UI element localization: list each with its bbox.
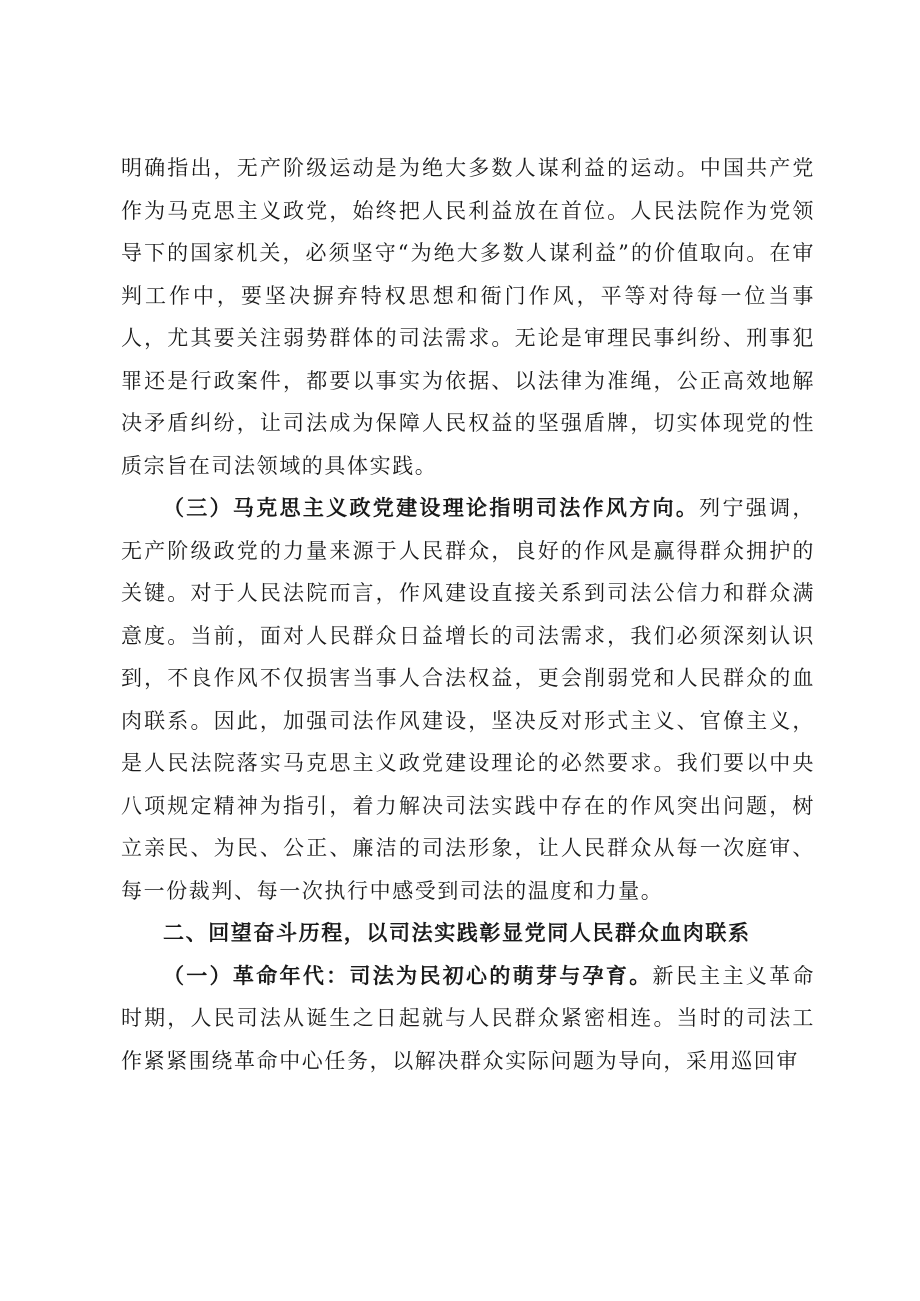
paragraph-text: 新民主主义革命时期，人民司法从诞生之日起就与人民群众紧密相连。当时的司法工作紧紧围绕革命中心任务，以解决群众实际问题为导向，采用巡回审 bbox=[121, 963, 815, 1073]
paragraph-text: 列宁强调，无产阶级政党的力量来源于人民群众，良好的作风是赢得群众拥护的关键。对于人民法院而言，作风建设直接关系到司法公信力和群众满意度。当前，面对人民群众日益增长的司法需求，我们必须深刻认识到，不良作风不仅损害当事人合法权益，更会削弱党和人民群众的血肉联系。因此，加强司法作风建设，坚决反对形式主义、官僚主义，是人民法院落实马克思主义政党建设理论的必然要求。我们要以中央八项规定精神为指引，着力解决司法实践中存在的作风突出问题，树立亲民、为民、公正、廉洁的司法形象，让人民群众从每一次庭审、每一份裁判、每一次执行中感受到司法的温度和力量。 bbox=[121, 496, 815, 903]
paragraph-lead-heading: （一）革命年代：司法为民初心的萌芽与孕育。 bbox=[163, 962, 653, 988]
paragraph-lead-heading: （三）马克思主义政党建设理论指明司法作风方向。 bbox=[163, 495, 700, 520]
document-body bbox=[121, 147, 815, 1082]
paragraph-text: 明确指出，无产阶级运动是为绝大多数人谋利益的运动。中国共产党作为马克思主义政党，始终把人民利益放在首位。人民法院作为党领导下的国家机关，必须坚守“为绝大多数人谋利益”的价值取向。在审判工作中，要坚决摒弃特权思想和衙门作风，平等对待每一位当事人，尤其要关注弱势群体的司法需求。无论是审理民事纠纷、刑事犯罪还是行政案件，都要以事实为依据、以法律为准绳，公正高效地解决矛盾纠纷，让司法成为保障人民权益的坚强盾牌，切实体现党的性质宗旨在司法领域的具体实践。 bbox=[121, 156, 815, 478]
section-heading bbox=[121, 912, 815, 955]
paragraph-subsection-one bbox=[121, 955, 815, 1083]
section-heading-text: 二、回望奋斗历程，以司法实践彰显党同人民群众血肉联系 bbox=[163, 920, 751, 945]
paragraph-continuation bbox=[121, 147, 815, 487]
paragraph-section-three bbox=[121, 487, 815, 912]
